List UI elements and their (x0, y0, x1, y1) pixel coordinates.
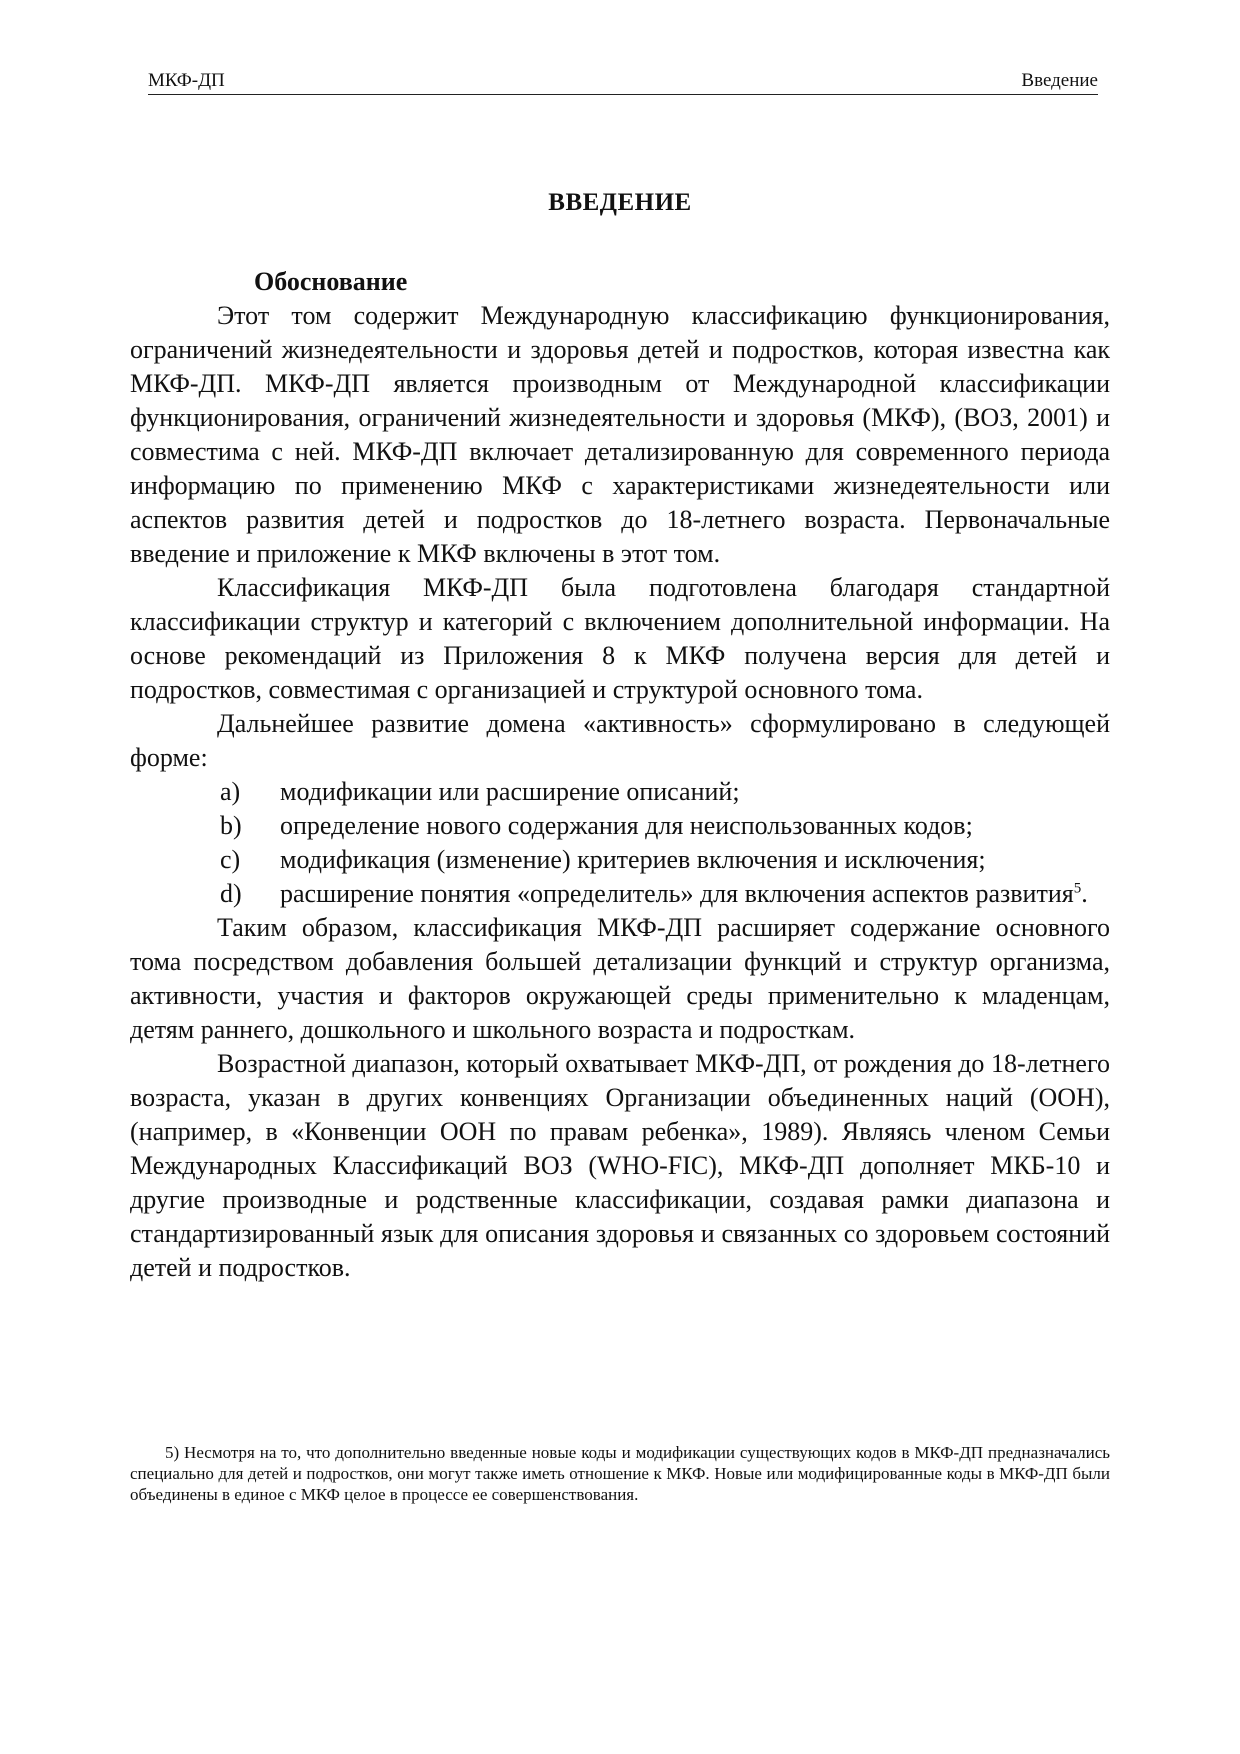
body-text (130, 265, 1110, 1285)
list-item-text (280, 877, 1110, 911)
running-header (148, 70, 1098, 95)
list-marker: c) (220, 845, 241, 874)
paragraph-extension: Таким образом, классификация МКФ-ДП расширяет содержание основного тома посредством добавления большей детализации функций и структур организма, активности, участия и факторов окружающей среды применительно к младенцам, детям раннего, дошкольного и школьного возраста и подросткам. (130, 913, 1110, 1044)
header-doc-name: МКФ-ДП (148, 70, 225, 91)
footnote: 5) Несмотря на то, что дополнительно введенные новые коды и модификации существующих кодов в МКФ-ДП предназначались специально для детей и подростков, они могут также иметь отношение к МКФ. Новые или модифицированные коды в МКФ-ДП были объединены в единое с МКФ целое в процессе ее совершенствования. (130, 1443, 1110, 1504)
footnote-reference[interactable]: 5 (1073, 880, 1082, 897)
section-subheading: Обоснование (254, 267, 408, 296)
list-item-text: модификация (изменение) критериев включения и исключения; (280, 845, 986, 874)
list-item-text-body: расширение понятия «определитель» для включения аспектов развития (280, 879, 1074, 908)
list-item-text-end: . (1081, 879, 1088, 908)
page-title: ВВЕДЕНИЕ (548, 189, 692, 216)
list-marker: b) (220, 811, 242, 840)
header-section-name: Введение (1021, 70, 1098, 91)
list-marker: d) (220, 879, 242, 908)
modification-list (130, 775, 1110, 911)
paragraph-rationale: Этот том содержит Международную классификацию функционирования, ограничений жизнедеятельности и здоровья детей и подростков, которая известна как МКФ-ДП. МКФ-ДП является производным от Международной классификации функционирования, ограничений жизнедеятельности и здоровья (МКФ), (ВОЗ, 2001) и совместима с ней. МКФ-ДП включает детализированную для современного периода информацию по применению МКФ с характеристиками жизнедеятельности или аспектов развития детей и подростков до 18-летнего возраста. Первоначальные введение и приложение к МКФ включены в этот том. (130, 301, 1110, 568)
list-item (130, 809, 1110, 843)
list-item-text: определение нового содержания для неиспользованных кодов; (280, 811, 973, 840)
list-marker: a) (220, 777, 241, 806)
list-item (130, 775, 1110, 809)
paragraph-age-range: Возрастной диапазон, который охватывает МКФ-ДП, от рождения до 18-летнего возраста, указан в других конвенциях Организации объединенных наций (ООН), (например, в «Конвенции ООН по правам ребенка», 1989). Являясь членом Семьи Международных Классификаций ВОЗ (WHO-FIC), МКФ-ДП дополняет МКБ-10 и другие производные и родственные классификации, создавая рамки диапазона и стандартизированный язык для описания здоровья и связанных со здоровьем состояний детей и подростков. (130, 1049, 1110, 1282)
paragraph-classification: Классификация МКФ-ДП была подготовлена благодаря стандартной классификации структур и категорий с включением дополнительной информации. На основе рекомендаций из Приложения 8 к МКФ получена версия для детей и подростков, совместимая с организацией и структурой основного тома. (130, 573, 1110, 704)
list-item (130, 877, 1110, 911)
paragraph-domain-development: Дальнейшее развитие домена «активность» сформулировано в следующей форме: (130, 709, 1110, 772)
list-item (130, 843, 1110, 877)
list-item-text: модификации или расширение описаний; (280, 777, 740, 806)
